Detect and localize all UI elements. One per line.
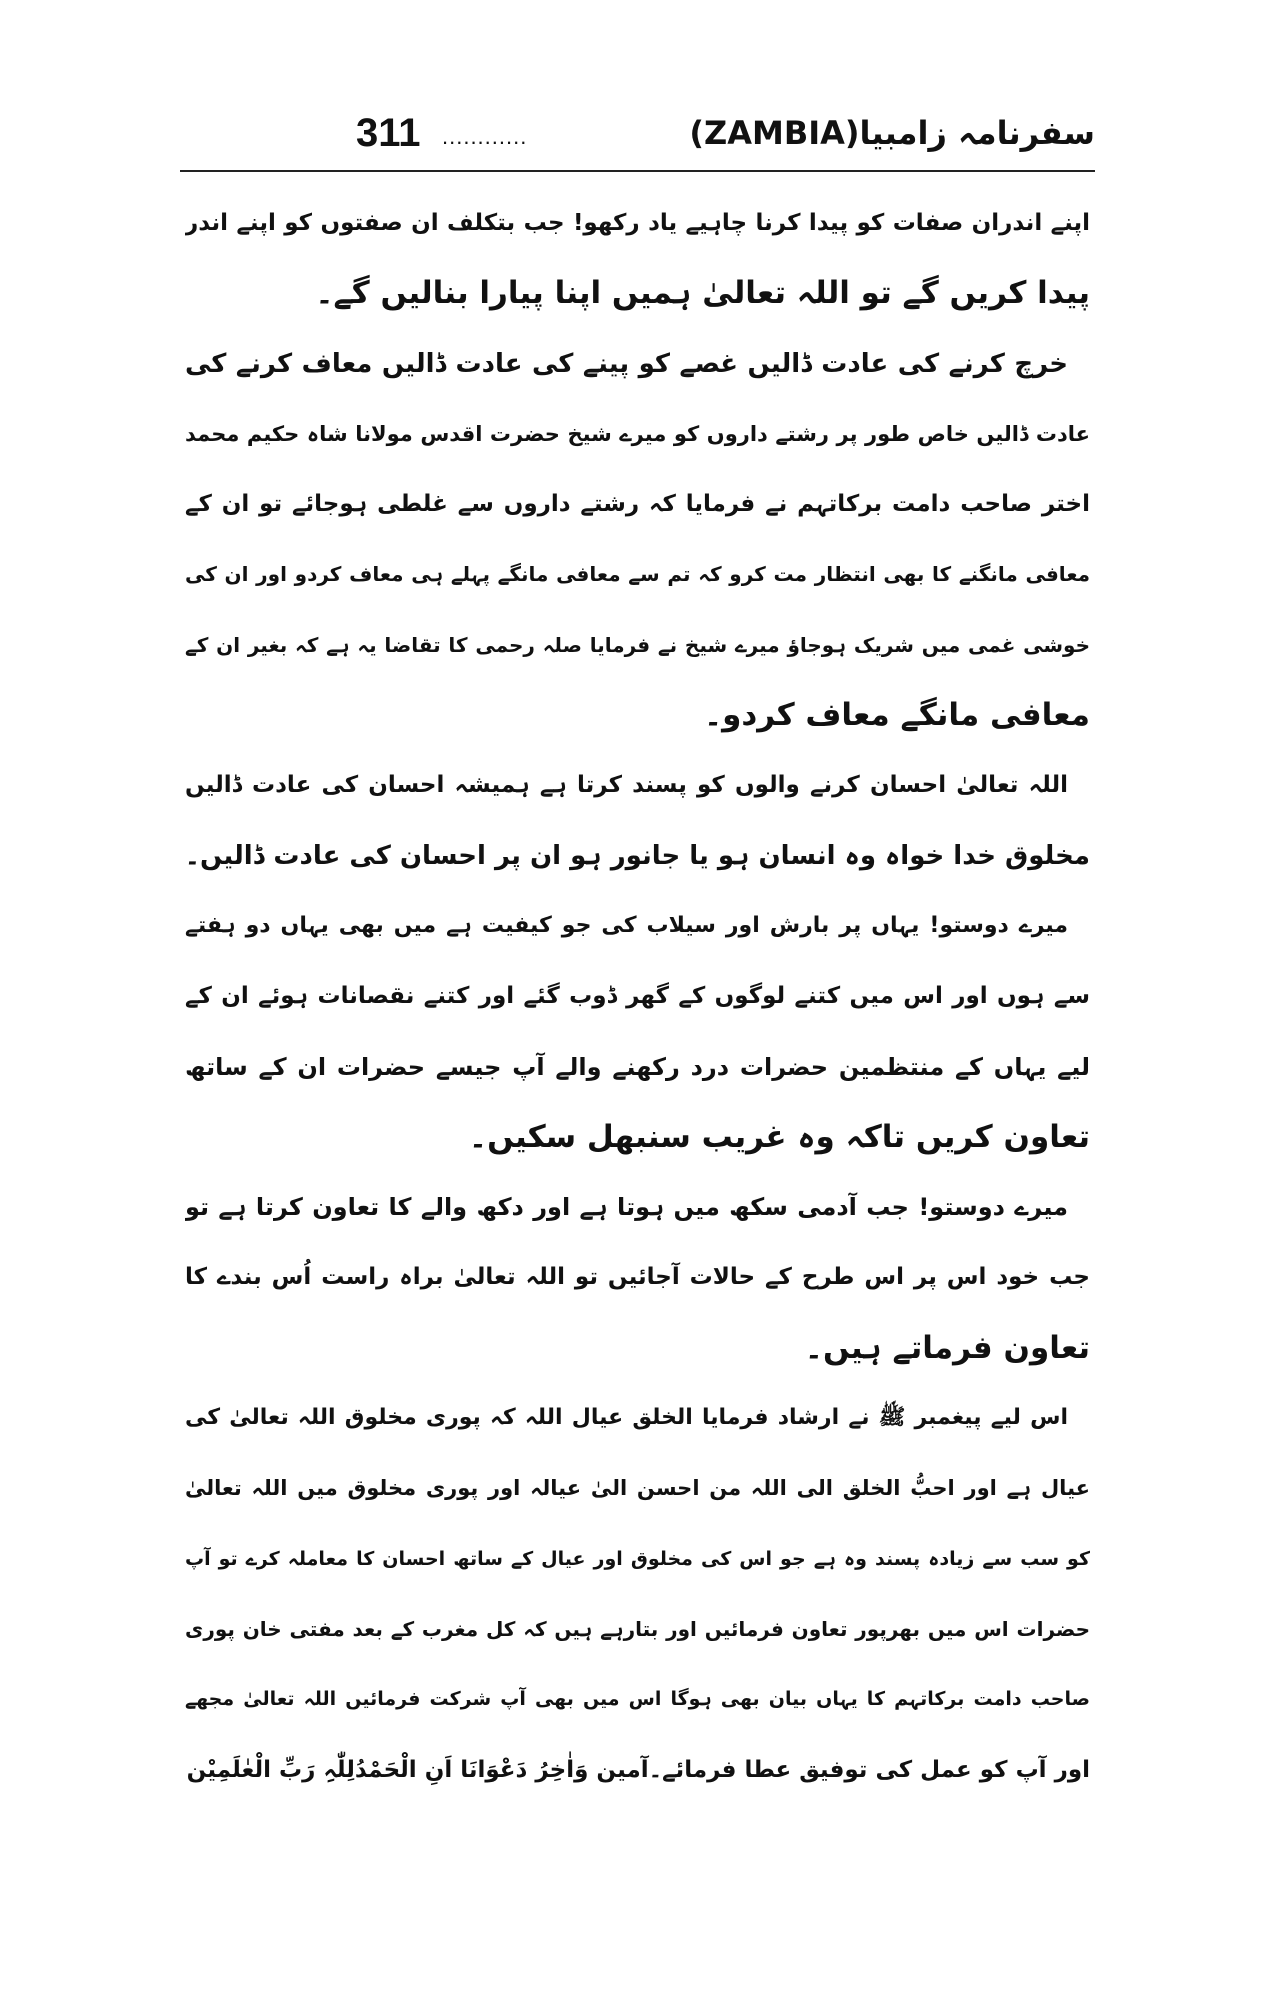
- running-title: سفرنامہ زامبیا(ZAMBIA): [689, 114, 1095, 152]
- text-line: کو سب سے زیادہ پسند وہ ہے جو اس کی مخلوق اور عیال کے ساتھ احسان کا معاملہ کرے تو آپ: [185, 1547, 1090, 1570]
- text-line: خرچ کرنے کی عادت ڈالیں غصے کو پینے کی عادت ڈالیں معاف کرنے کی: [185, 348, 1068, 379]
- text-line: عادت ڈالیں خاص طور پر رشتے داروں کو میرے شیخ حضرت اقدس مولانا شاہ حکیم محمد: [185, 421, 1090, 446]
- page-number: 311: [356, 111, 421, 155]
- text-line: جب خود اس پر اس طرح کے حالات آجائیں تو اللہ تعالیٰ براہ راست اُس بندے کا: [185, 1264, 1090, 1291]
- text-line: تعاون کریں تاکہ وہ غریب سنبھل سکیں۔: [468, 1118, 1090, 1155]
- text-line: اللہ تعالیٰ احسان کرنے والوں کو پسند کرتا ہے ہمیشہ احسان کی عادت ڈالیں: [185, 772, 1068, 799]
- text-line: حضرات اس میں بھرپور تعاون فرمائیں اور بتارہے ہیں کہ کل مغرب کے بعد مفتی خان پوری: [185, 1616, 1090, 1641]
- text-line: اس لیے پیغمبر ﷺ نے ارشاد فرمایا الخلق عیال اللہ کہ پوری مخلوق اللہ تعالیٰ کی: [185, 1405, 1068, 1431]
- text-line: پیدا کریں گے تو اللہ تعالیٰ ہمیں اپنا پیارا بنالیں گے۔: [315, 275, 1090, 312]
- body-text: [185, 188, 1090, 1805]
- text-line: معافی مانگنے کا بھی انتظار مت کرو کہ تم سے معافی مانگے پہلے ہی معاف کردو اور ان کی: [185, 562, 1090, 587]
- text-line: عیال ہے اور احبُّ الخلق الی اللہ من احسن الیٰ عیالہ اور پوری مخلوق میں اللہ تعالیٰ: [185, 1476, 1090, 1501]
- text-line: صاحب دامت برکاتہم کا یہاں بیان بھی ہوگا اس میں بھی آپ شرکت فرمائیں اللہ تعالیٰ مجھے: [185, 1688, 1090, 1711]
- header-rule: [180, 170, 1095, 172]
- header-leader-dots: ............: [442, 124, 528, 149]
- text-line: معافی مانگے معاف کردو۔: [703, 697, 1090, 734]
- text-line: میرے دوستو! جب آدمی سکھ میں ہوتا ہے اور دکھ والے کا تعاون کرتا ہے تو: [185, 1193, 1068, 1222]
- text-line: خوشی غمی میں شریک ہوجاؤ میرے شیخ نے فرمایا صلہ رحمی کا تقاضا یہ ہے کہ بغیر ان کے: [185, 632, 1090, 657]
- text-line: اپنے اندران صفات کو پیدا کرنا چاہیے یاد رکھو! جب بتکلف ان صفتوں کو اپنے اندر: [185, 210, 1090, 236]
- text-line: اور آپ کو عمل کی توفیق عطا فرمائے۔آمین وَاٰخِرُ دَعْوَانَا اَنِ الْحَمْدُلِلّٰہِ رَبِّ الْعٰلَمِیْن: [186, 1756, 1090, 1783]
- text-line: میرے دوستو! یہاں پر بارش اور سیلاب کی جو کیفیت ہے میں بھی یہاں دو ہفتے: [185, 912, 1068, 938]
- text-line: مخلوق خدا خواہ وہ انسان ہو یا جانور ہو ان پر احسان کی عادت ڈالیں۔: [185, 840, 1090, 871]
- text-line: لیے یہاں کے منتظمین حضرات درد رکھنے والے آپ جیسے حضرات ان کے ساتھ: [185, 1052, 1090, 1081]
- text-line: اختر صاحب دامت برکاتہم نے فرمایا کہ رشتے داروں سے غلطی ہوجائے تو ان کے: [185, 491, 1090, 518]
- text-line: سے ہوں اور اس میں کتنے لوگوں کے گھر ڈوب گئے اور کتنے نقصانات ہوئے ان کے: [185, 983, 1090, 1010]
- page-header: [180, 108, 1095, 168]
- text-line: تعاون فرماتے ہیں۔: [804, 1329, 1090, 1366]
